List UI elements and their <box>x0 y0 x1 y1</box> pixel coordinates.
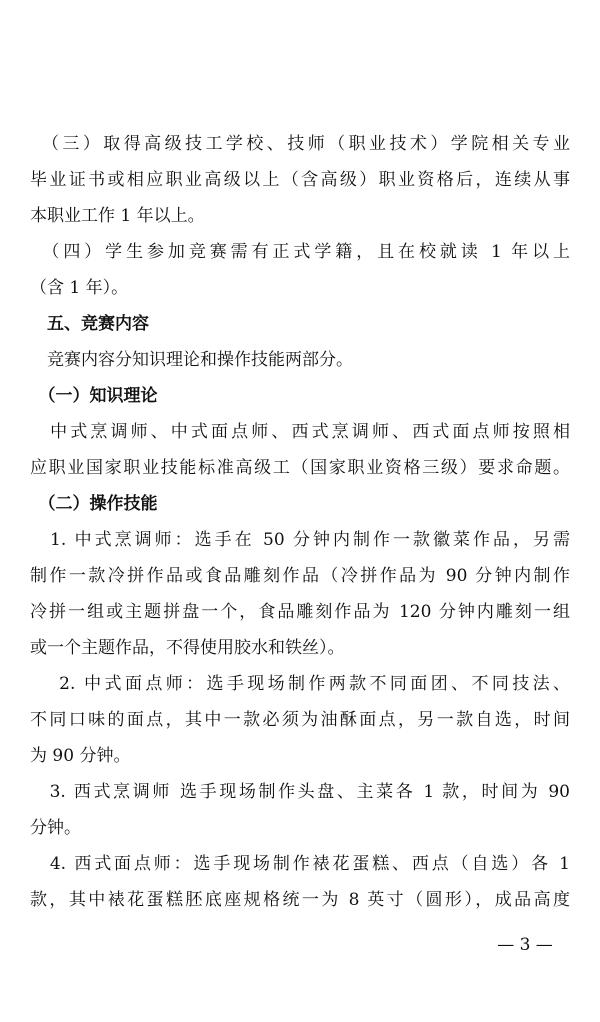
paragraph-4-line-2: （含 1 年）。 <box>30 278 129 298</box>
page-number: — 3 — <box>497 935 553 955</box>
item-3-line-2: 分钟。 <box>30 818 81 838</box>
item-4-line-1: 4. 西式面点师：选手现场制作裱花蛋糕、西点（自选）各 1 <box>30 854 570 874</box>
knowledge-theory-line-1: 中式烹调师、中式面点师、西式烹调师、西式面点师按照相 <box>30 422 570 442</box>
paragraph-4-line-1: （四）学生参加竞赛需有正式学籍，且在校就读 1 年以上 <box>30 242 570 262</box>
subheading-operation-skills: （二）操作技能 <box>30 494 158 514</box>
knowledge-theory-line-2: 应职业国家职业技能标准高级工（国家职业资格三级）要求命题。 <box>30 458 570 478</box>
section-heading-competition-content: 五、竞赛内容 <box>30 314 149 334</box>
item-3-line-1: 3. 西式烹调师 选手现场制作头盘、主菜各 1 款，时间为 90 <box>30 782 570 802</box>
item-4-line-2: 款，其中裱花蛋糕胚底座规格统一为 8 英寸（圆形），成品高度 <box>30 890 570 910</box>
item-2-line-1: 2. 中式面点师：选手现场制作两款不同面团、不同技法、 <box>30 674 570 694</box>
item-1-line-4: 或一个主题作品，不得使用胶水和铁丝）。 <box>30 638 345 658</box>
subheading-knowledge-theory: （一）知识理论 <box>30 386 158 406</box>
item-1-line-3: 冷拼一组或主题拼盘一个，食品雕刻作品为 120 分钟内雕刻一组 <box>30 602 570 622</box>
item-1-line-1: 1. 中式烹调师：选手在 50 分钟内制作一款徽菜作品，另需 <box>30 530 570 550</box>
paragraph-3-line-2: 毕业证书或相应职业高级以上（含高级）职业资格后，连续从事 <box>30 170 570 190</box>
paragraph-3-line-1: （三）取得高级技工学校、技师（职业技术）学院相关专业 <box>30 134 570 154</box>
item-2-line-3: 为 90 分钟。 <box>30 746 131 766</box>
item-1-line-2: 制作一款冷拼作品或食品雕刻作品（冷拼作品为 90 分钟内制作 <box>30 566 570 586</box>
item-2-line-2: 不同口味的面点，其中一款必须为油酥面点，另一款自选，时间 <box>30 710 570 730</box>
section-intro: 竞赛内容分知识理论和操作技能两部分。 <box>30 350 353 370</box>
paragraph-3-line-3: 本职业工作 1 年以上。 <box>30 206 205 226</box>
